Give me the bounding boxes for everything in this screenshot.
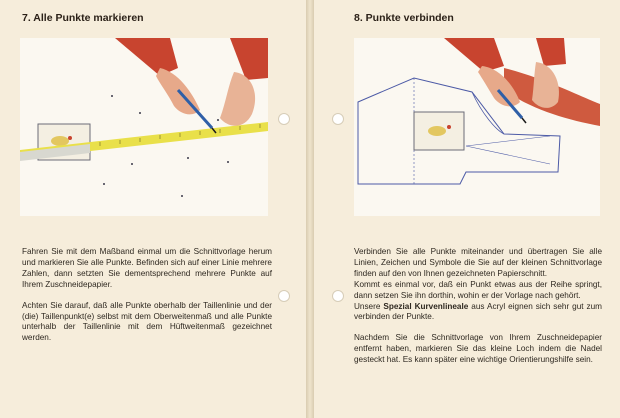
right-page xyxy=(314,0,620,418)
photo-connecting-points-illustration xyxy=(354,38,600,216)
left-page xyxy=(0,0,306,418)
binder-hole-top-right xyxy=(332,113,344,125)
paragraph-3-prefix: Unsere xyxy=(354,301,381,311)
paragraph-3-bold: Spezial Kurvenlineale xyxy=(383,301,469,311)
left-page-paragraph-2: Achten Sie darauf, daß alle Punkte oberhalb der Taillenlinie und der (die) Taillenpunkt(e) selbst mit dem Oberweitenmaß und alle Punkte unterhalb der Taillenlinie mit dem Hüftweitenmaß gezeichnet werden. xyxy=(22,300,272,343)
right-page-paragraph-1: Verbinden Sie alle Punkte miteinander und übertragen Sie alle Linien, Zeichen und Symbole die Sie auf der kleinen Schnittvorlage finden auf den von Ihnen gezeichneten Papierschnitt. xyxy=(354,247,602,278)
left-page-paragraph-1: Fahren Sie mit dem Maßband einmal um die Schnittvorlage herum und markieren Sie alle Punkte. Befinden sich auf einer Linie mehrere Zahlen, dann setzten Sie dementsprechend mehrere Punkte auf Ihrem Zuschneidepapier. xyxy=(22,247,272,289)
right-page-body xyxy=(354,247,602,366)
binder-hole-bottom xyxy=(278,290,290,302)
paragraph-3-suffix: aus Acryl eignen sich sehr gut zum verbinden der Punkte. xyxy=(354,301,602,322)
right-page-paragraph-4: Nachdem Sie die Schnittvorlage von Ihrem Zuschneidepapier entfernt haben, markieren Sie das kleine Loch indem die Nadel gesteckt hat. Es kann später eine wichtige Orientierungshilfe sein. xyxy=(354,333,602,365)
left-page-heading: 7. Alle Punkte markieren xyxy=(22,12,144,24)
left-page-body xyxy=(22,247,272,344)
photo-connecting-points xyxy=(354,38,600,216)
book-gutter xyxy=(306,0,314,418)
photo-marking-points xyxy=(20,38,268,216)
right-page-paragraph-3 xyxy=(354,302,602,324)
photo-marking-points-illustration xyxy=(20,38,268,216)
right-page-paragraph-2: Kommt es einmal vor, daß ein Punkt etwas aus der Reihe springt, dann setzen Sie ihn dorthin, wohin er der Vorlage nach gehört. xyxy=(354,279,602,300)
binder-hole-bottom-right xyxy=(332,290,344,302)
right-page-heading: 8. Punkte verbinden xyxy=(354,12,454,24)
binder-hole-top xyxy=(278,113,290,125)
